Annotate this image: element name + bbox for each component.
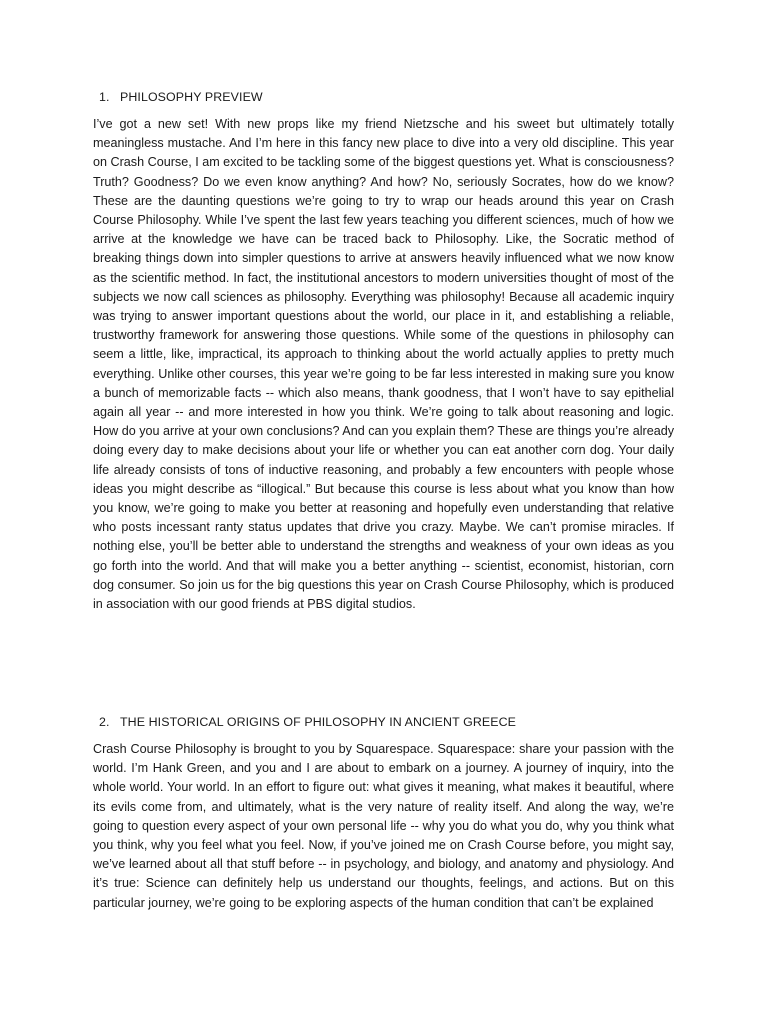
section-heading [93,713,674,731]
section-number: 2. [99,715,110,729]
section-heading [93,88,674,106]
section-body: I’ve got a new set! With new props like my friend Nietzsche and his sweet but ultimately totally meaningless mustache. And I’m here in this fancy new place to dive into a very old discipline. This year on Crash Course, I am excited to be tackling some of the biggest questions yet. What is consciousness? Truth? Goodness? Do we even know anything? And how? No, seriously Socrates, how do we know? These are the daunting questions we’re going to try to wrap our heads around this year on Crash Course Philosophy. While I’ve spent the last few years teaching you different sciences, much of how we arrive at the knowledge we have can be traced back to Philosophy. Like, the Socratic method of breaking things down into simpler questions to arrive at answers heavily influenced what we now know as the scientific method. In fact, the institutional ancestors to modern universities thought of most of the subjects we now call sciences as philosophy. Everything was philosophy! Because all academic inquiry was trying to answer important questions about the world, our place in it, and establishing a reliable, trustworthy framework for answering those questions. While some of the questions in philosophy can seem a little, like, impractical, its approach to thinking about the world actually applies to pretty much everything. Unlike other courses, this year we’re going to be far less interested in making sure you know a bunch of memorizable facts -- which also means, thank goodness, that I won’t have to say epithelial again all year -- and more interested in how you think. We’re going to talk about reasoning and logic. How do you arrive at your own conclusions? And can you explain them? These are things you’re already doing every day to make decisions about your life or whether you can eat another corn dog. Your daily life already consists of tons of inductive reasoning, and probably a few encounters with people whose ideas you might describe as “illogical.” But because this course is less about what you know than how you know, we’re going to make you better at reasoning and hopefully even understanding that relative who posts incessant ranty status updates that drive you crazy. Maybe. We can’t promise miracles. If nothing else, you’ll be better able to understand the strengths and weakness of your own ideas as you go forth into the world. And that will make you a better anything -- scientist, economist, historian, corn dog consumer. So join us for the big questions this year on Crash Course Philosophy, which is produced in association with our good friends at PBS digital studios. [93,117,675,612]
section-historical-origins [93,713,674,913]
section-title: THE HISTORICAL ORIGINS OF PHILOSOPHY IN ANCIENT GREECE [120,715,517,729]
section-philosophy-preview [93,88,674,614]
section-title: PHILOSOPHY PREVIEW [120,90,263,104]
section-number: 1. [99,90,110,104]
section-body: Crash Course Philosophy is brought to you by Squarespace. Squarespace: share your passion with the world. I’m Hank Green, and you and I are about to embark on a journey. A journey of inquiry, into the whole world. Your world. In an effort to figure out: what gives it meaning, what makes it beautiful, where its evils come from, and ultimately, what is the very nature of reality itself. And along the way, we’re going to question every aspect of your own personal life -- why you do what you do, why you think what you think, why you feel what you feel. Now, if you’ve joined me on Crash Course before, you might say, we’ve learned about all that stuff before -- in psychology, and biology, and anatomy and physiology. And it’s true: Science can definitely help us understand our thoughts, feelings, and actions. But on this particular journey, we’re going to be exploring aspects of the human condition that can’t be explained [93,742,674,910]
